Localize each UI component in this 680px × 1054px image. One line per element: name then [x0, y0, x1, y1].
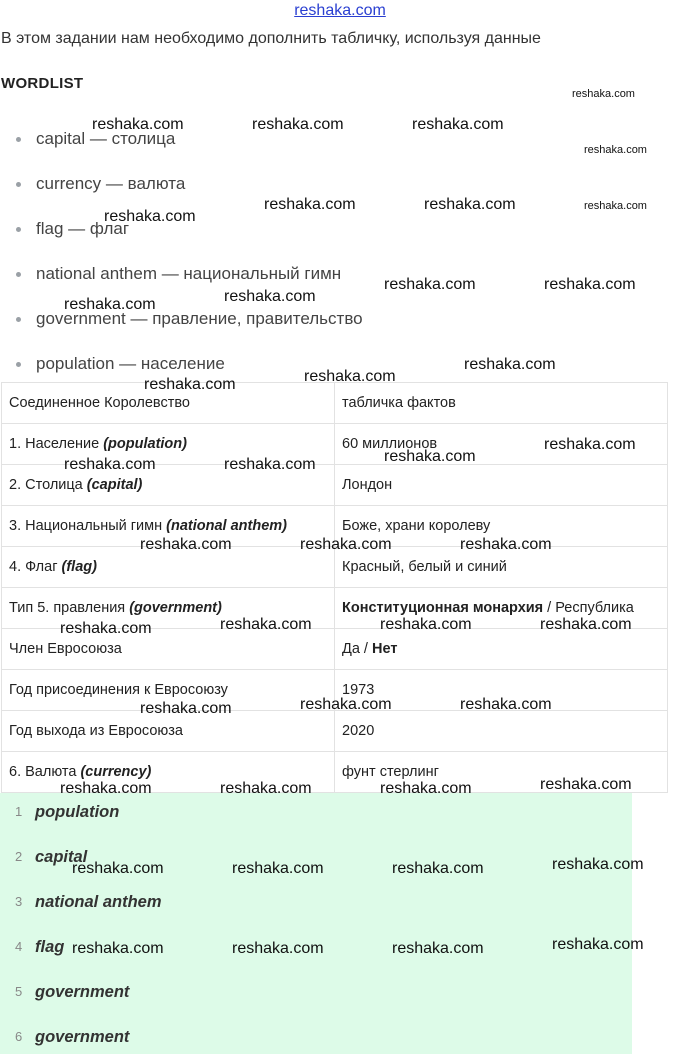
table-cell: Да / Нет [335, 629, 668, 670]
watermark: reshaka.com [572, 88, 635, 100]
watermark: reshaka.com [140, 536, 232, 553]
watermark: reshaka.com [540, 616, 632, 633]
table-cell: Красный, белый и синий [335, 547, 668, 588]
watermark: reshaka.com [300, 536, 392, 553]
table-cell: фунт стерлинг [335, 752, 668, 793]
watermark: reshaka.com [464, 356, 556, 373]
list-item: national anthem — национальный гимн [0, 263, 363, 308]
table-cell: табличка фактов [335, 383, 668, 424]
list-item: government — правление, правительство [0, 308, 363, 353]
watermark: reshaka.com [544, 276, 636, 293]
table-cell: 1. Население (population) [2, 424, 335, 465]
table-cell: 4. Флаг (flag) [2, 547, 335, 588]
list-item: capital — столица [0, 128, 363, 173]
table-cell: Лондон [335, 465, 668, 506]
list-item: currency — валюта [0, 173, 363, 218]
watermark: reshaka.com [64, 296, 156, 313]
watermark: reshaka.com [72, 940, 164, 957]
watermark: reshaka.com [144, 376, 236, 393]
watermark: reshaka.com [72, 860, 164, 877]
table-row [2, 711, 668, 752]
bullet-icon [16, 272, 21, 277]
table-cell: Тип 5. правления (government) [2, 588, 335, 629]
site-link[interactable]: reshaka.com [294, 2, 386, 19]
watermark: reshaka.com [300, 696, 392, 713]
wordlist-heading: WORDLIST [1, 75, 84, 92]
watermark: reshaka.com [380, 616, 472, 633]
watermark: reshaka.com [232, 940, 324, 957]
watermark: reshaka.com [264, 196, 356, 213]
watermark: reshaka.com [392, 940, 484, 957]
bullet-icon [16, 227, 21, 232]
table-cell: Член Евросоюза [2, 629, 335, 670]
table-cell: Год присоединения к Евросоюзу [2, 670, 335, 711]
watermark: reshaka.com [540, 776, 632, 793]
watermark: reshaka.com [104, 208, 196, 225]
watermark: reshaka.com [392, 860, 484, 877]
table-cell: 1973 [335, 670, 668, 711]
watermark: reshaka.com [584, 200, 647, 212]
watermark: reshaka.com [60, 780, 152, 797]
watermark: reshaka.com [60, 620, 152, 637]
answers-list: 1 population 2 capital 3 national anthem 4 flag 5 government 6 government [0, 793, 632, 1054]
watermark: reshaka.com [220, 780, 312, 797]
watermark: reshaka.com [140, 700, 232, 717]
watermark: reshaka.com [460, 536, 552, 553]
table-cell: 2020 [335, 711, 668, 752]
watermark: reshaka.com [224, 456, 316, 473]
table-cell: 2. Столица (capital) [2, 465, 335, 506]
table-cell: Год выхода из Евросоюза [2, 711, 335, 752]
watermark: reshaka.com [384, 276, 476, 293]
watermark: reshaka.com [304, 368, 396, 385]
watermark: reshaka.com [252, 116, 344, 133]
watermark: reshaka.com [424, 196, 516, 213]
watermark: reshaka.com [92, 116, 184, 133]
intro-text: В этом задании нам необходимо дополнить табличку, используя данные [1, 30, 541, 47]
watermark: reshaka.com [584, 144, 647, 156]
watermark: reshaka.com [380, 780, 472, 797]
bullet-icon [16, 362, 21, 367]
bullet-icon [16, 137, 21, 142]
watermark: reshaka.com [552, 936, 644, 953]
bullet-icon [16, 317, 21, 322]
table-cell: 60 миллионов [335, 424, 668, 465]
wordlist [0, 128, 363, 398]
table-cell: Боже, храни королеву [335, 506, 668, 547]
watermark: reshaka.com [552, 856, 644, 873]
table-cell: Соединенное Королевство [2, 383, 335, 424]
watermark: reshaka.com [460, 696, 552, 713]
table-cell: 6. Валюта (currency) [2, 752, 335, 793]
watermark: reshaka.com [544, 436, 636, 453]
watermark: reshaka.com [412, 116, 504, 133]
table-cell: 3. Национальный гимн (national anthem) [2, 506, 335, 547]
watermark: reshaka.com [232, 860, 324, 877]
watermark: reshaka.com [220, 616, 312, 633]
watermark: reshaka.com [224, 288, 316, 305]
watermark: reshaka.com [384, 448, 476, 465]
list-item: population — население [0, 353, 363, 398]
table-cell: Конституционная монархия / Республика [335, 588, 668, 629]
watermark: reshaka.com [64, 456, 156, 473]
bullet-icon [16, 182, 21, 187]
list-item: flag — флаг [0, 218, 363, 263]
table-header-row [2, 383, 668, 424]
